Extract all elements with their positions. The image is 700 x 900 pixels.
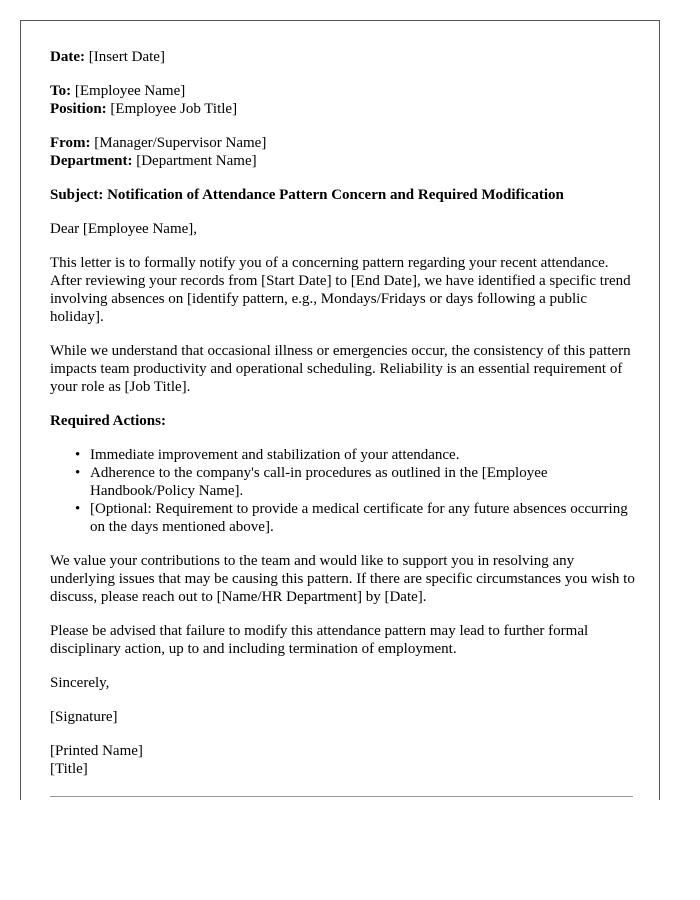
bullet-icon: •: [75, 447, 81, 463]
date-label: Date:: [50, 49, 85, 65]
footer-divider: [50, 796, 633, 797]
date-line: [50, 48, 635, 66]
from-line: [50, 134, 635, 152]
required-actions-heading: Required Actions:: [50, 413, 166, 429]
sign-off: Sincerely,: [50, 675, 110, 691]
position-value: [Employee Job Title]: [110, 101, 238, 117]
list-item-text: Immediate improvement and stabilization of your attendance.: [90, 447, 460, 463]
department-value: [Department Name]: [136, 153, 257, 169]
list-item: [75, 500, 635, 536]
department-line: [50, 152, 635, 170]
to-label: To:: [50, 83, 72, 99]
to-value: [Employee Name]: [74, 83, 186, 99]
to-line: [50, 82, 635, 100]
letter-page: [20, 20, 660, 800]
warning-paragraph: Please be advised that failure to modify this attendance pattern may lead to further formal disciplinary action, up to and including termination of employment.: [50, 623, 589, 657]
printed-name: [Printed Name]: [50, 743, 143, 759]
letter-body: [50, 48, 635, 794]
signatory-title: [Title]: [50, 761, 88, 777]
list-item-text: [Optional: Requirement to provide a medical certificate for any future absences occurring on the days mentioned above].: [90, 501, 628, 535]
support-paragraph: We value your contributions to the team and would like to support you in resolving any underlying issues that may be causing this pattern. If there are specific circumstances you wish to discuss, please reach out to [Name/HR Department] by [Date].: [50, 553, 635, 605]
bullet-icon: •: [75, 465, 81, 481]
list-item: [75, 464, 635, 500]
date-block: [50, 48, 635, 66]
recipient-block: [50, 82, 635, 118]
date-value: [Insert Date]: [88, 49, 165, 65]
list-item: [75, 446, 635, 464]
impact-paragraph: While we understand that occasional illness or emergencies occur, the consistency of this pattern impacts team productivity and operational scheduling. Reliability is an essential requirement of your role as [Job Title].: [50, 343, 631, 395]
from-value: [Manager/Supervisor Name]: [94, 135, 267, 151]
position-line: [50, 100, 635, 118]
intro-paragraph: This letter is to formally notify you of a concerning pattern regarding your recent attendance. After reviewing your records from [Start Date] to [End Date], we have identified a specific trend involving absences on [identify pattern, e.g., Mondays/Fridays or days following a public holiday].: [50, 255, 631, 325]
list-item-text: Adherence to the company's call-in procedures as outlined in the [Employee Handbook/Policy Name].: [90, 465, 548, 499]
signature-line: [Signature]: [50, 709, 118, 725]
subject-line: Subject: Notification of Attendance Pattern Concern and Required Modification: [50, 187, 564, 203]
signatory-block: [50, 742, 635, 778]
department-label: Department:: [50, 153, 133, 169]
required-actions-list: [50, 446, 635, 536]
position-label: Position:: [50, 101, 107, 117]
from-label: From:: [50, 135, 91, 151]
bullet-icon: •: [75, 501, 81, 517]
sender-block: [50, 134, 635, 170]
salutation: Dear [Employee Name],: [50, 221, 198, 237]
